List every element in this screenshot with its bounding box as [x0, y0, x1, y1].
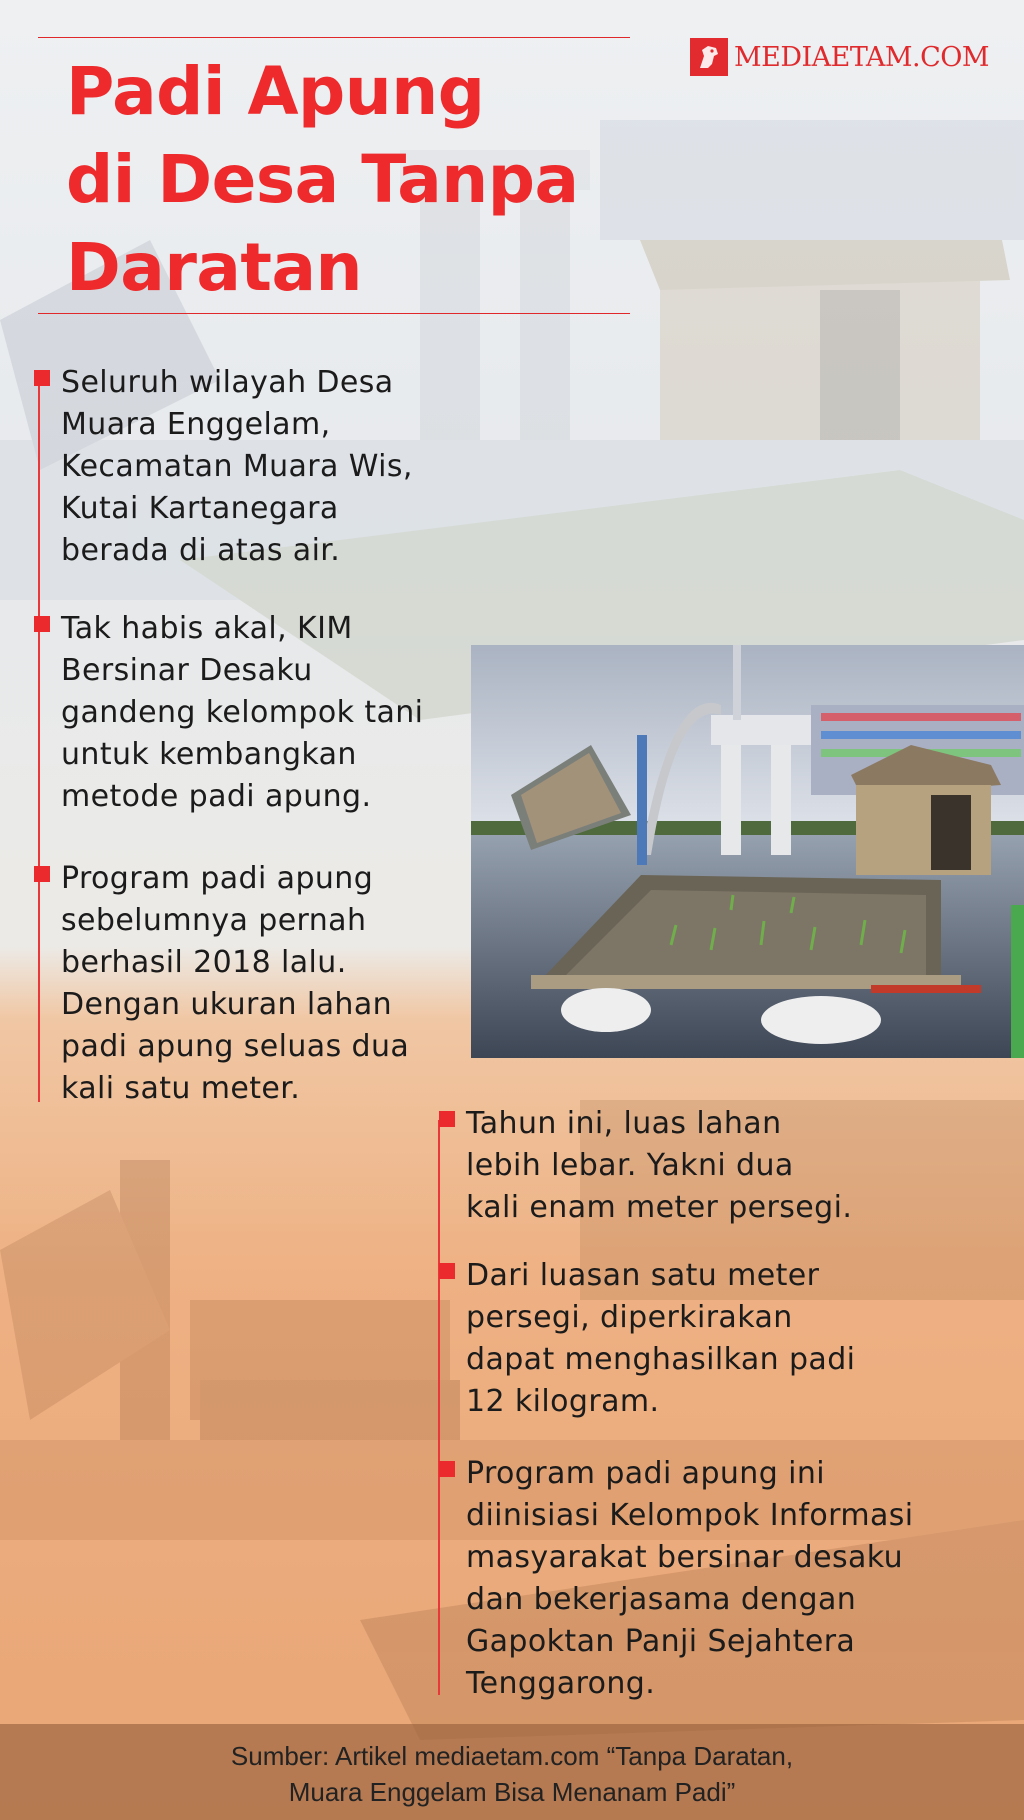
bullet-square-icon — [34, 370, 50, 386]
page-title: Padi Apung di Desa Tanpa Daratan — [66, 53, 579, 306]
bullet-item-5 — [466, 1255, 1006, 1423]
bullet-square-icon — [34, 866, 50, 882]
bullet-text: Dari luasan satu meter persegi, diperkirakan dapat menghasilkan padi 12 kilogram. — [466, 1258, 856, 1419]
bullet-text: Tahun ini, luas lahan lebih lebar. Yakni dua kali enam meter persegi. — [466, 1106, 853, 1225]
bullet-square-icon — [439, 1263, 455, 1279]
floating-rice-raft-photo — [471, 645, 1024, 1058]
bullet-text: Seluruh wilayah Desa Muara Enggelam, Kecamatan Muara Wis, Kutai Kartanegara berada di atas air. — [61, 365, 413, 568]
bullet-square-icon — [439, 1111, 455, 1127]
bullet-item-3 — [61, 858, 481, 1110]
bullet-square-icon — [34, 616, 50, 632]
brand-logo[interactable] — [690, 36, 989, 78]
logo-wordmark: MEDIAETAM.COM — [734, 41, 990, 73]
right-timeline-line — [438, 1120, 440, 1695]
bullet-item-1 — [61, 362, 481, 572]
source-citation: Sumber: Artikel mediaetam.com “Tanpa Daratan, Muara Enggelam Bisa Menanam Padi” — [230, 1741, 794, 1807]
bullet-square-icon — [439, 1461, 455, 1477]
bullet-item-2 — [61, 608, 481, 818]
bullet-item-6 — [466, 1453, 1006, 1705]
bullet-item-4 — [466, 1103, 1006, 1229]
left-timeline-line — [38, 372, 40, 1102]
bullet-text: Tak habis akal, KIM Bersinar Desaku gandeng kelompok tani untuk kembangkan metode padi apung. — [61, 611, 424, 814]
header-rule-bottom — [38, 313, 630, 314]
bullet-text: Program padi apung sebelumnya pernah berhasil 2018 lalu. Dengan ukuran lahan padi apung seluas dua kali satu meter. — [61, 861, 410, 1106]
header-rule-top — [38, 37, 630, 38]
source-footer — [0, 1724, 1024, 1820]
bullet-text: Program padi apung ini diinisiasi Kelompok Informasi masyarakat bersinar desaku dan bekerjasama dengan Gapoktan Panji Sejahtera Tenggarong. — [466, 1456, 914, 1701]
horse-logo-icon — [690, 38, 728, 76]
